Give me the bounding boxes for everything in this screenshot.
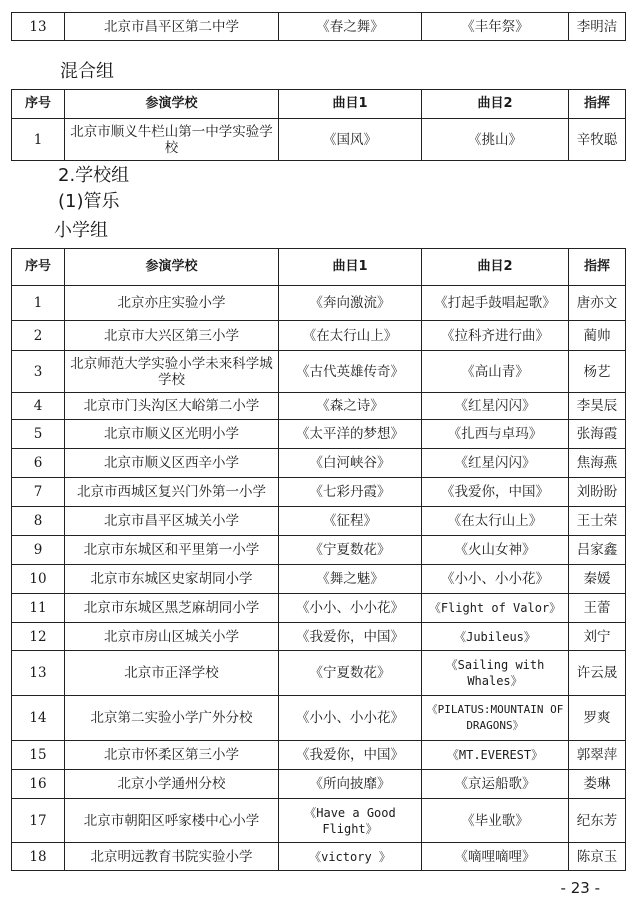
school-name: 北京师范大学实验小学未来科学城学校 — [65, 351, 279, 393]
song-2: 《火山女神》 — [422, 536, 569, 565]
table-row — [12, 696, 626, 741]
song-1: 《白河峡谷》 — [279, 449, 422, 478]
conductor: 唐亦文 — [569, 286, 626, 321]
header-conductor: 指挥 — [569, 249, 626, 286]
school-name: 北京市大兴区第三小学 — [65, 321, 279, 351]
song-2: 《Flight of Valor》 — [422, 594, 569, 623]
song-1: 《宁夏数花》 — [279, 651, 422, 696]
row-number: 5 — [12, 420, 65, 449]
table-header-row — [12, 90, 626, 119]
song-1: 《古代英雄传奇》 — [279, 351, 422, 393]
school-name: 北京市正泽学校 — [65, 651, 279, 696]
row-number: 4 — [12, 393, 65, 420]
page-number: - 23 - — [560, 879, 600, 897]
mixed-group-heading: 混合组 — [60, 61, 114, 82]
school-name: 北京市怀柔区第三小学 — [65, 741, 279, 770]
row-number: 17 — [12, 799, 65, 843]
table-row — [12, 770, 626, 799]
table-row — [12, 393, 626, 420]
song-1: 《太平洋的梦想》 — [279, 420, 422, 449]
row-number: 13 — [12, 13, 65, 41]
conductor: 刘盼盼 — [569, 478, 626, 507]
table-row — [12, 507, 626, 536]
song-1: 《征程》 — [279, 507, 422, 536]
conductor: 李昊辰 — [569, 393, 626, 420]
row-number: 15 — [12, 741, 65, 770]
conductor: 蔺帅 — [569, 321, 626, 351]
conductor: 陈京玉 — [569, 843, 626, 871]
song-1: 《国风》 — [279, 119, 422, 161]
song-2: 《小小、小小花》 — [422, 565, 569, 594]
song-1: 《春之舞》 — [279, 13, 422, 41]
school-name: 北京市顺义区光明小学 — [65, 420, 279, 449]
conductor: 秦媛 — [569, 565, 626, 594]
school-name: 北京市朝阳区呼家楼中心小学 — [65, 799, 279, 843]
row-number: 7 — [12, 478, 65, 507]
row-number: 13 — [12, 651, 65, 696]
conductor: 刘宁 — [569, 623, 626, 651]
school-name: 北京市顺义区西辛小学 — [65, 449, 279, 478]
table-row — [12, 351, 626, 393]
school-name: 北京市东城区史家胡同小学 — [65, 565, 279, 594]
header-no: 序号 — [12, 249, 65, 286]
top-table — [11, 12, 626, 41]
school-name: 北京第二实验小学广外分校 — [65, 696, 279, 741]
song-1: 《小小、小小花》 — [279, 696, 422, 741]
table-row — [12, 286, 626, 321]
row-number: 1 — [12, 286, 65, 321]
school-name: 北京市顺义牛栏山第一中学实验学校 — [65, 119, 279, 161]
song-2: 《Sailing with Whales》 — [422, 651, 569, 696]
table-row — [12, 843, 626, 871]
school-name: 北京小学通州分校 — [65, 770, 279, 799]
conductor: 杨艺 — [569, 351, 626, 393]
school-name: 北京亦庄实验小学 — [65, 286, 279, 321]
song-1: 《Have a Good Flight》 — [279, 799, 422, 843]
table-header-row — [12, 249, 626, 286]
song-2: 《PILATUS:MOUNTAIN OF DRAGONS》 — [422, 696, 569, 741]
row-number: 8 — [12, 507, 65, 536]
conductor: 郭翠萍 — [569, 741, 626, 770]
header-no: 序号 — [12, 90, 65, 119]
song-2: 《MT.EVEREST》 — [422, 741, 569, 770]
school-name: 北京市房山区城关小学 — [65, 623, 279, 651]
conductor: 吕家鑫 — [569, 536, 626, 565]
table-row — [12, 741, 626, 770]
song-2: 《毕业歌》 — [422, 799, 569, 843]
school-group-heading: 2.学校组 — [58, 165, 130, 186]
conductor: 王蕾 — [569, 594, 626, 623]
conductor: 张海霞 — [569, 420, 626, 449]
school-name: 北京市东城区黑芝麻胡同小学 — [65, 594, 279, 623]
conductor: 焦海燕 — [569, 449, 626, 478]
conductor: 娄琳 — [569, 770, 626, 799]
row-number: 6 — [12, 449, 65, 478]
school-name: 北京市西城区复兴门外第一小学 — [65, 478, 279, 507]
table-row — [12, 420, 626, 449]
song-2: 《Jubileus》 — [422, 623, 569, 651]
table-row — [12, 799, 626, 843]
row-number: 11 — [12, 594, 65, 623]
conductor: 辛牧聪 — [569, 119, 626, 161]
conductor: 罗爽 — [569, 696, 626, 741]
song-1: 《宁夏数花》 — [279, 536, 422, 565]
mixed-group-table — [11, 89, 626, 161]
song-2: 《嘀哩嘀哩》 — [422, 843, 569, 871]
song-2: 《挑山》 — [422, 119, 569, 161]
primary-group-heading: 小学组 — [54, 220, 108, 241]
song-1: 《七彩丹霞》 — [279, 478, 422, 507]
table-row — [12, 13, 626, 41]
conductor: 王士荣 — [569, 507, 626, 536]
table-row — [12, 651, 626, 696]
song-2: 《京运船歌》 — [422, 770, 569, 799]
table-row — [12, 449, 626, 478]
school-name: 北京市昌平区第二中学 — [65, 13, 279, 41]
header-song-2: 曲目2 — [422, 249, 569, 286]
song-1: 《奔向激流》 — [279, 286, 422, 321]
header-song-2: 曲目2 — [422, 90, 569, 119]
row-number: 18 — [12, 843, 65, 871]
header-school: 参演学校 — [65, 90, 279, 119]
song-1: 《森之诗》 — [279, 393, 422, 420]
conductor: 纪东芳 — [569, 799, 626, 843]
row-number: 9 — [12, 536, 65, 565]
row-number: 3 — [12, 351, 65, 393]
row-number: 1 — [12, 119, 65, 161]
conductor: 许云晟 — [569, 651, 626, 696]
song-1: 《在太行山上》 — [279, 321, 422, 351]
table-row — [12, 594, 626, 623]
row-number: 10 — [12, 565, 65, 594]
row-number: 2 — [12, 321, 65, 351]
table-row — [12, 536, 626, 565]
header-conductor: 指挥 — [569, 90, 626, 119]
table-row — [12, 565, 626, 594]
song-2: 《高山青》 — [422, 351, 569, 393]
row-number: 14 — [12, 696, 65, 741]
song-2: 《红星闪闪》 — [422, 449, 569, 478]
table-row — [12, 478, 626, 507]
primary-group-table — [11, 248, 626, 871]
song-1: 《我爱你，中国》 — [279, 623, 422, 651]
school-name: 北京市东城区和平里第一小学 — [65, 536, 279, 565]
song-2: 《我爱你，中国》 — [422, 478, 569, 507]
song-2: 《红星闪闪》 — [422, 393, 569, 420]
song-1: 《victory 》 — [279, 843, 422, 871]
song-2: 《打起手鼓唱起歌》 — [422, 286, 569, 321]
song-1: 《所向披靡》 — [279, 770, 422, 799]
school-name: 北京明远教育书院实验小学 — [65, 843, 279, 871]
song-2: 《在太行山上》 — [422, 507, 569, 536]
table-row — [12, 321, 626, 351]
header-school: 参演学校 — [65, 249, 279, 286]
song-2: 《扎西与卓玛》 — [422, 420, 569, 449]
song-2: 《拉科齐进行曲》 — [422, 321, 569, 351]
school-name: 北京市昌平区城关小学 — [65, 507, 279, 536]
conductor: 李明洁 — [569, 13, 626, 41]
header-song-1: 曲目1 — [279, 90, 422, 119]
song-2: 《丰年祭》 — [422, 13, 569, 41]
song-1: 《我爱你，中国》 — [279, 741, 422, 770]
row-number: 12 — [12, 623, 65, 651]
table-row — [12, 119, 626, 161]
school-name: 北京市门头沟区大峪第二小学 — [65, 393, 279, 420]
header-song-1: 曲目1 — [279, 249, 422, 286]
table-row — [12, 623, 626, 651]
row-number: 16 — [12, 770, 65, 799]
song-1: 《小小、小小花》 — [279, 594, 422, 623]
song-1: 《舞之魅》 — [279, 565, 422, 594]
band-heading: (1)管乐 — [58, 191, 120, 212]
